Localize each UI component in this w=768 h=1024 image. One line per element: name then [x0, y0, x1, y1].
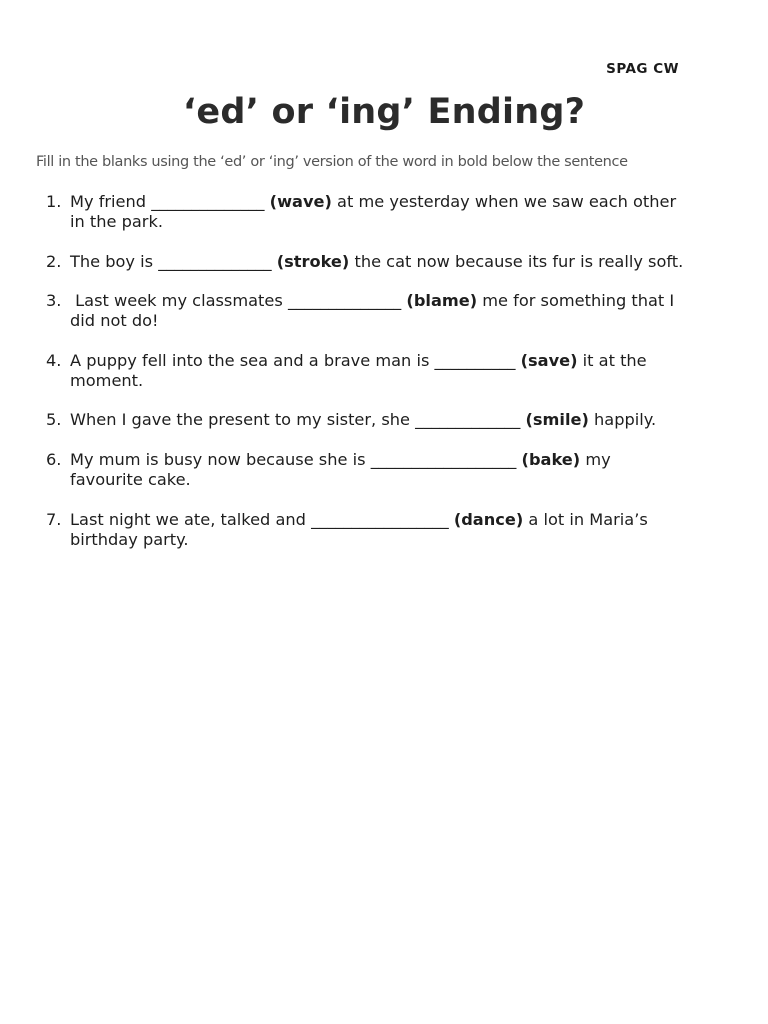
question-6 [46, 450, 686, 490]
question-text-before: When I gave the present to my sister, she [70, 410, 410, 430]
question-text-after: happily. [594, 410, 657, 430]
question-5 [46, 410, 686, 430]
question-7 [46, 510, 686, 550]
answer-blank: __________________ [370, 449, 517, 469]
bold-word: (dance) [453, 509, 524, 529]
answer-blank: _____________ [415, 410, 521, 430]
question-text-before: A puppy fell into the sea and a brave man is [70, 350, 430, 370]
question-text-before: Last night we ate, talked and [70, 509, 306, 529]
answer-blank: _________________ [311, 509, 449, 529]
question-number: 3. [46, 291, 62, 311]
question-text-before: The boy is [70, 251, 154, 271]
question-text-after: a lot in Maria’s birthday party. [70, 509, 648, 549]
question-text-after: the cat now because its fur is really soft. [354, 251, 684, 271]
instructions: Fill in the blanks using the ‘ed’ or ‘ing’ version of the word in bold below the sentence [36, 154, 628, 170]
question-text-before: My mum is busy now because she is [70, 449, 366, 469]
question-number: 5. [46, 410, 62, 430]
question-text-after: it at the moment. [70, 350, 647, 390]
question-list [46, 192, 686, 569]
question-text-after: my favourite cake. [70, 449, 611, 489]
question-3 [46, 291, 686, 331]
question-2 [46, 252, 686, 272]
question-text-after: me for something that I did not do! [70, 291, 675, 331]
question-1 [46, 192, 686, 232]
question-number: 6. [46, 449, 62, 469]
bold-word: (wave) [269, 192, 332, 211]
bold-word: (save) [520, 350, 578, 370]
bold-word: (smile) [525, 410, 589, 430]
question-text-after: at me yesterday when we saw each other in the park. [70, 192, 677, 231]
question-text-before: Last week my classmates [70, 291, 283, 311]
page-title: ‘ed’ or ‘ing’ Ending? [182, 92, 586, 132]
bold-word: (blame) [406, 291, 478, 311]
question-text-before: My friend [70, 192, 147, 211]
answer-blank: ______________ [158, 251, 272, 271]
bold-word: (bake) [521, 449, 581, 469]
answer-blank: ______________ [151, 192, 265, 211]
header-tag: SPAG CW [606, 61, 679, 77]
answer-blank: ______________ [287, 291, 402, 311]
bold-word: (stroke) [276, 251, 350, 271]
question-number: 1. [46, 192, 62, 211]
question-number: 2. [46, 251, 62, 271]
answer-blank: __________ [434, 350, 516, 370]
question-number: 7. [46, 509, 62, 529]
question-4 [46, 351, 686, 391]
question-number: 4. [46, 350, 62, 370]
